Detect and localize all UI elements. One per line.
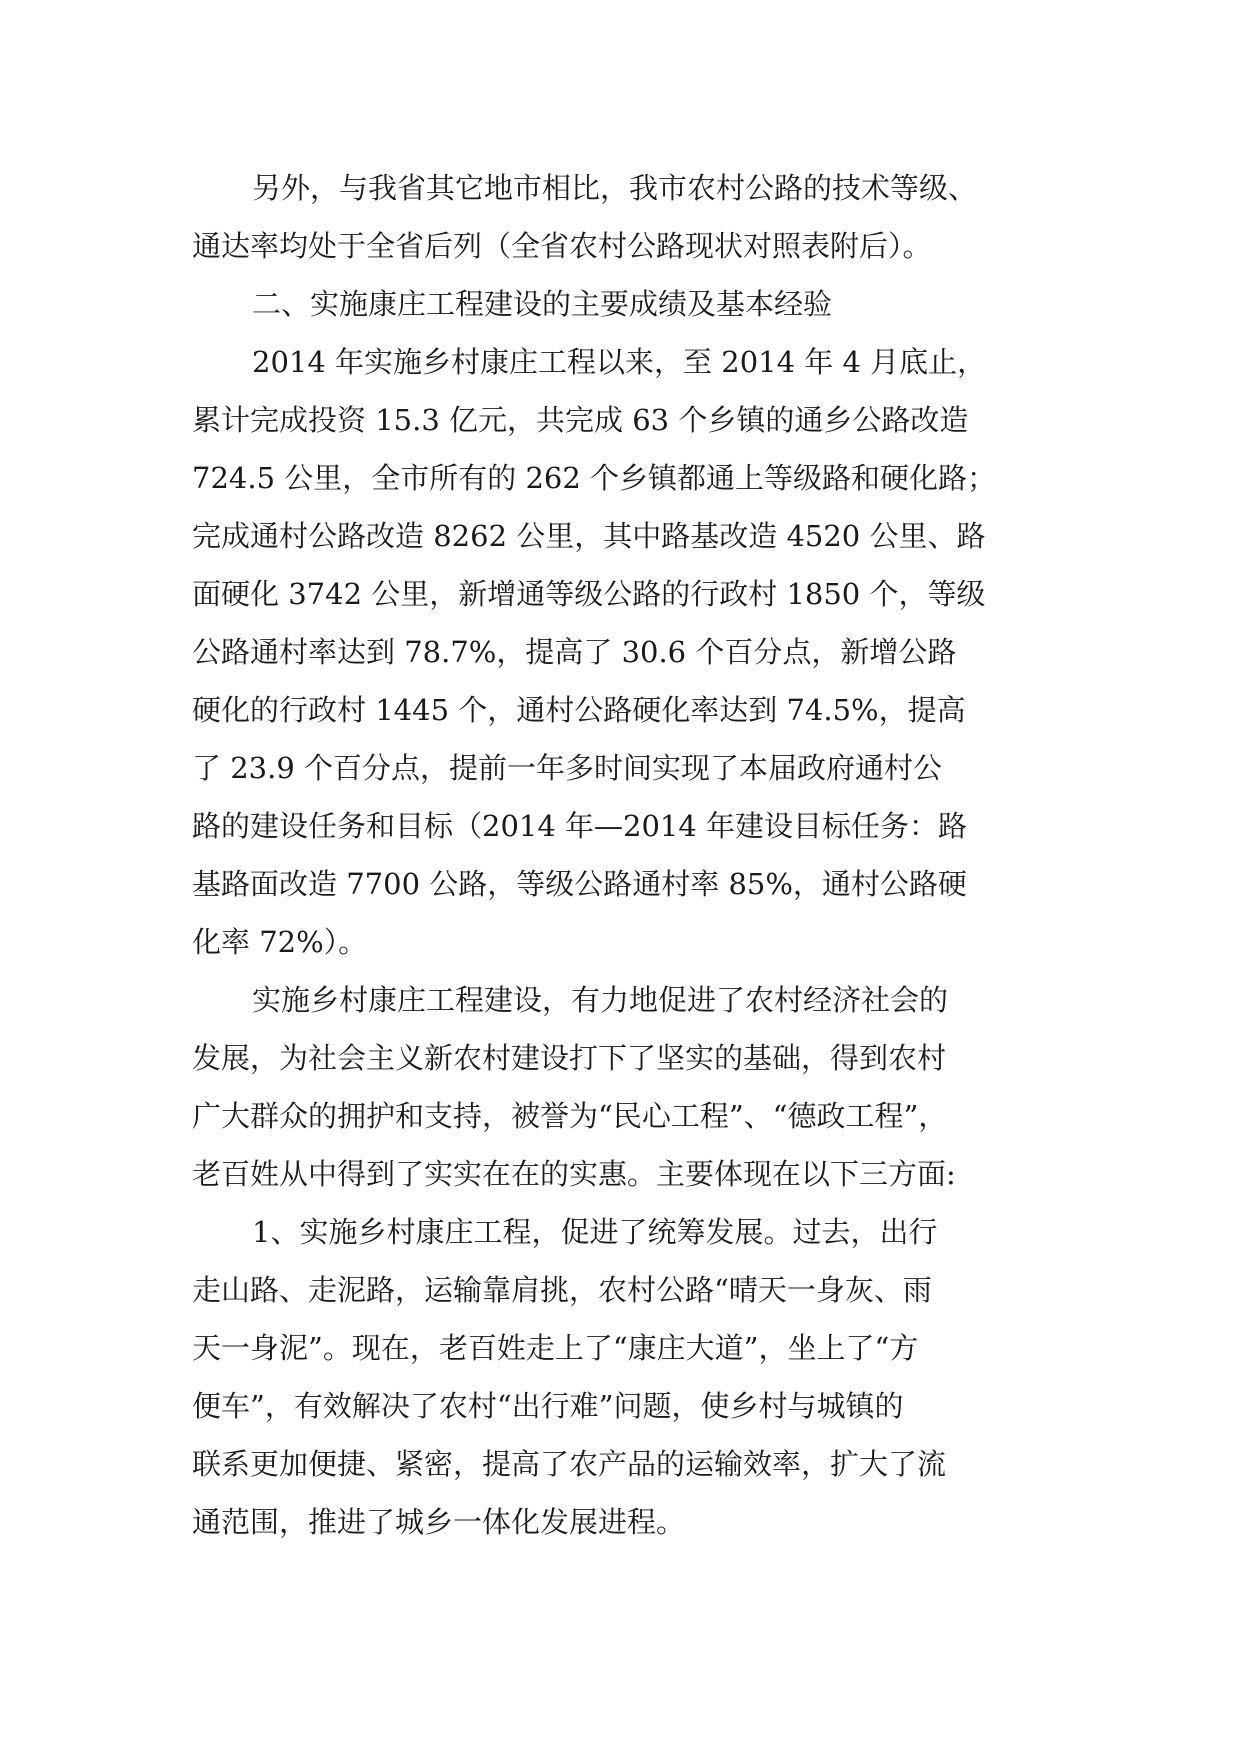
text-line: 走山路、走泥路，运输靠肩挑，农村公路“晴天一身灰、雨 bbox=[192, 1273, 932, 1307]
text-line: 完成通村公路改造 8262 公里，其中路基改造 4520 公里、路 bbox=[192, 519, 986, 553]
text-line: 通达率均处于全省后列（全省农村公路现状对照表附后）。 bbox=[192, 229, 932, 263]
text-line: 1、实施乡村康庄工程，促进了统筹发展。过去，出行 bbox=[252, 1215, 938, 1249]
section-heading: 二、实施康庄工程建设的主要成绩及基本经验 bbox=[252, 287, 833, 321]
text-line: 实施乡村康庄工程建设，有力地促进了农村经济社会的 bbox=[252, 983, 949, 1017]
text-line: 硬化的行政村 1445 个，通村公路硬化率达到 74.5%，提高 bbox=[192, 693, 966, 727]
text-line: 发展，为社会主义新农村建设打下了坚实的基础，得到农村 bbox=[192, 1041, 947, 1075]
text-line: 了 23.9 个百分点，提前一年多时间实现了本届政府通村公 bbox=[192, 751, 943, 785]
text-line: 面硬化 3742 公里，新增通等级公路的行政村 1850 个，等级 bbox=[192, 577, 986, 611]
text-line: 基路面改造 7700 公路，等级公路通村率 85%，通村公路硬 bbox=[192, 867, 967, 901]
text-line: 老百姓从中得到了实实在在的实惠。主要体现在以下三方面: bbox=[192, 1157, 956, 1191]
text-line: 天一身泥”。现在，老百姓走上了“康庄大道”，坐上了“方 bbox=[192, 1331, 919, 1365]
text-line: 化率 72%）。 bbox=[192, 925, 368, 959]
text-line: 通范围，推进了城乡一体化发展进程。 bbox=[192, 1505, 686, 1539]
text-line: 累计完成投资 15.3 亿元，共完成 63 个乡镇的通乡公路改造 bbox=[192, 403, 969, 437]
text-line: 724.5 公里，全市所有的 262 个乡镇都通上等级路和硬化路； bbox=[192, 461, 997, 495]
text-line: 广大群众的拥护和支持，被誉为“民心工程”、“德政工程”， bbox=[192, 1099, 948, 1133]
text-line: 公路通村率达到 78.7%，提高了 30.6 个百分点，新增公路 bbox=[192, 635, 957, 669]
text-line: 另外，与我省其它地市相比，我市农村公路的技术等级、 bbox=[252, 171, 978, 205]
text-line: 路的建设任务和目标（2014 年—2014 年建设目标任务：路 bbox=[192, 809, 968, 843]
text-line: 联系更加便捷、紧密，提高了农产品的运输效率，扩大了流 bbox=[192, 1447, 947, 1481]
text-line: 2014 年实施乡村康庄工程以来，至 2014 年 4 月底止， bbox=[252, 345, 987, 379]
text-line: 便车”，有效解决了农村“出行难”问题，使乡村与城镇的 bbox=[192, 1389, 904, 1423]
